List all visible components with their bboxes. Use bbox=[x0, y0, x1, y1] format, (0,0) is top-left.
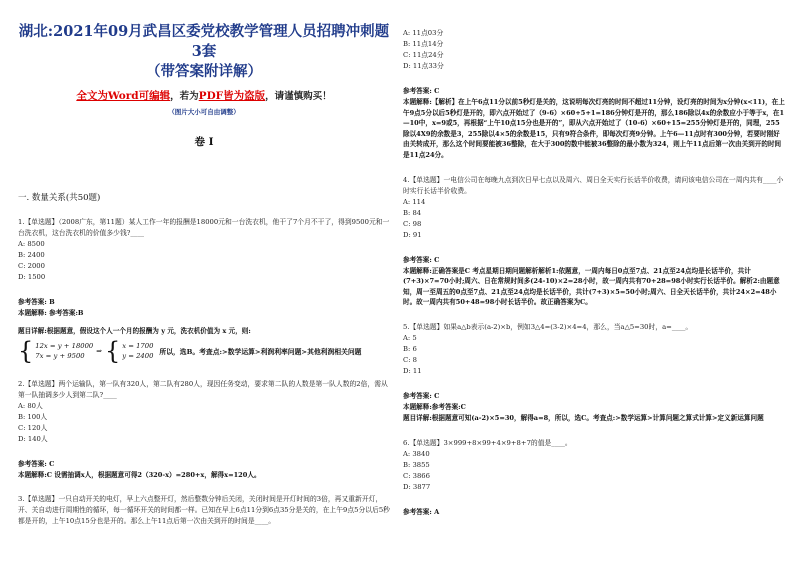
q1-explanation-head: 本题解释: 参考答案:B bbox=[18, 309, 84, 317]
volume-label: 卷 I bbox=[194, 136, 214, 148]
copyright-notice bbox=[18, 88, 390, 103]
q6-option-b: B: 3855 bbox=[403, 460, 430, 469]
q6-option-a: A: 3840 bbox=[403, 449, 430, 458]
q3-explanation: 本题解释:【解析】在上午6点11分以前5秒灯是关的，这说明每次灯亮的时间不超过11分钟，设灯亮的时间为x分钟(x<11)，在上午9点5分以后5秒灯是开的，即六点开始过了（9-6）×60+5+1=186分钟灯是开的，那么186除以4x的余数应小于等于x，在1—10中，x=9或5，再根据“上午10点15分也是开的”，即从六点开始过了（10-6）×60+15=255分钟灯是开的，同理，255除以4X9的余数是3，255除以4×5的余数是15，只有9符合条件，即每次灯亮9分钟。上午6—11点时有300分钟，若要时刚好由关转成开，那么这个时间要能被36整除，在大于300的数中能被36整除的最小数为324，则上午11点后第一次由关到开的时间是11点24分。 bbox=[403, 98, 785, 159]
question-2-text: 2.【单选题】两个运输队，第一队有320人，第二队有280人，现因任务变动，要求第二队的人数是第一队人数的2倍，需从第一队抽调多少人到第二队?____ bbox=[18, 379, 388, 399]
right-column bbox=[403, 0, 786, 518]
doc-title-line2: （带答案附详解） bbox=[146, 63, 262, 80]
q1-answer: 参考答案: B bbox=[18, 298, 55, 306]
q2-option-d: D: 140人 bbox=[18, 434, 48, 443]
q5-option-d: D: 11 bbox=[403, 366, 422, 375]
q1-res1: x = 1700 bbox=[122, 341, 154, 350]
q2-answer: 参考答案: C bbox=[18, 459, 55, 468]
q4-option-a: A: 114 bbox=[403, 197, 426, 206]
q1-option-d: D: 1500 bbox=[18, 273, 46, 281]
image-size-note: （图片大小可自由调整） bbox=[168, 108, 240, 116]
q1-option-b: B: 2400 bbox=[18, 251, 45, 259]
left-brace: { bbox=[18, 336, 34, 365]
q5-option-b: B: 6 bbox=[403, 344, 417, 353]
q6-answer: 参考答案: A bbox=[403, 507, 440, 516]
q3-option-a: A: 11点03分 bbox=[403, 29, 444, 37]
q5-answer: 参考答案: C bbox=[403, 391, 440, 400]
q1-conclusion: 所以，选B。考查点:>数学运算>利润利率问题>其他利润相关问题 bbox=[159, 347, 362, 356]
question-3-text: 3.【单选题】一只自动开关的电灯，早上六点整开灯，然后整数分钟后关闭，关闭时间是开灯时间的3倍，再又重新开灯，开、关自动进行周期性的循环，每一循环开关的时间都一样。已知在早上6点11分到6点35分是关的，在上午9点5分以后5秒都是开的，上午10点15分也是开的。那么上午11点后第一次由关到开的时间是____。 bbox=[18, 495, 390, 526]
doc-title-line1: 湖北:2021年09月武昌区委党校教学管理人员招聘冲刺题3套 bbox=[18, 23, 390, 60]
q4-answer: 参考答案: C bbox=[403, 255, 440, 264]
q5-option-c: C: 8 bbox=[403, 355, 417, 364]
question-6-text: 6.【单选题】3×999+8×99+4×9+8+7的值是____。 bbox=[403, 438, 572, 447]
q2-explanation: 本题解释:C 设需抽调x人，根据题意可得2（320-x）=280+x，解得x=120人。 bbox=[18, 470, 261, 479]
q4-explanation: 本题解释:正确答案是C 考点星期日期问题解析解析1:依题意，一周内每日0点至7点、21点至24点均是长话半价，共计(7+3)×7=70小时;周六、日在常规时间多(24-10)×2=28小时，故一周内共有70+28=98小时实行长话半价。解析2:由题意知，周一至周五的0点至7点、21点至24点均是长话半价，共计(7+3)×5=50小时;周六、日全天长话半价，共计24×2=48小时。故一周内共有50+48=98小时长话半价。故正确答案为C。 bbox=[403, 266, 780, 307]
q4-option-b: B: 84 bbox=[403, 208, 422, 217]
notice-mid: ，若为 bbox=[170, 91, 199, 102]
question-5-text: 5.【单选题】如果a△b表示(a-2)×b，例如3△4=(3-2)×4=4，那么，当a△5=30时，a=____。 bbox=[403, 322, 693, 331]
q3-option-d: D: 11点33分 bbox=[403, 62, 444, 70]
notice-word-editable: 全文为Word可编辑 bbox=[76, 90, 171, 102]
notice-pdf-pirated: PDF皆为盗版 bbox=[198, 90, 266, 102]
q1-res2: y = 2400 bbox=[122, 351, 154, 360]
q5-option-a: A: 5 bbox=[403, 333, 417, 342]
q3-option-b: B: 11点14分 bbox=[403, 40, 444, 48]
q4-option-d: D: 91 bbox=[403, 230, 422, 239]
q3-option-c: C: 11点24分 bbox=[403, 51, 444, 59]
q1-equation-system bbox=[18, 336, 390, 365]
left-column bbox=[18, 0, 390, 527]
q5-explanation-body: 题目详解:根据题意可知(a-2)×5=30，解得a=8，所以，选C。考查点:>数学运算>计算问题之算式计算>定义新运算问题 bbox=[403, 413, 764, 422]
implies-arrow: ⇒ bbox=[96, 346, 102, 355]
left-brace: { bbox=[104, 336, 121, 365]
notice-end: ，请谨慎购买！ bbox=[265, 91, 332, 102]
q1-option-c: C: 2000 bbox=[18, 262, 45, 270]
section-title: 一. 数量关系(共50题) bbox=[18, 193, 101, 203]
q2-option-b: B: 100人 bbox=[18, 412, 48, 421]
q1-eq2: 7x = y + 9500 bbox=[35, 351, 85, 360]
q4-option-c: C: 98 bbox=[403, 219, 422, 228]
q6-option-d: D: 3877 bbox=[403, 482, 431, 491]
q2-option-a: A: 80人 bbox=[18, 401, 43, 410]
q1-eq1: 12x = y + 18000 bbox=[35, 341, 94, 350]
q2-option-c: C: 120人 bbox=[18, 423, 48, 432]
q1-explanation-body: 题目详解:根据题意，假设这个人一个月的报酬为 y 元，洗衣机价值为 x 元，则: bbox=[18, 327, 251, 335]
q6-option-c: C: 3866 bbox=[403, 471, 430, 480]
q1-option-a: A: 8500 bbox=[18, 240, 45, 248]
q3-answer: 参考答案: C bbox=[403, 87, 440, 95]
question-4-text: 4.【单选题】一电信公司在每晚九点到次日早七点以及周六、周日全天实行长话半价收费，请问该电信公司在一周内共有____小时实行长话半价收费。 bbox=[403, 175, 784, 195]
question-1-text: 1.【单选题】（2008广东，第11题）某人工作一年的报酬是18000元和一台洗衣机，他干了7个月不干了，得到9500元和一台洗衣机，这台洗衣机的价值多少钱?____ bbox=[18, 218, 390, 237]
q5-explanation-head: 本题解释:参考答案:C bbox=[403, 402, 466, 411]
